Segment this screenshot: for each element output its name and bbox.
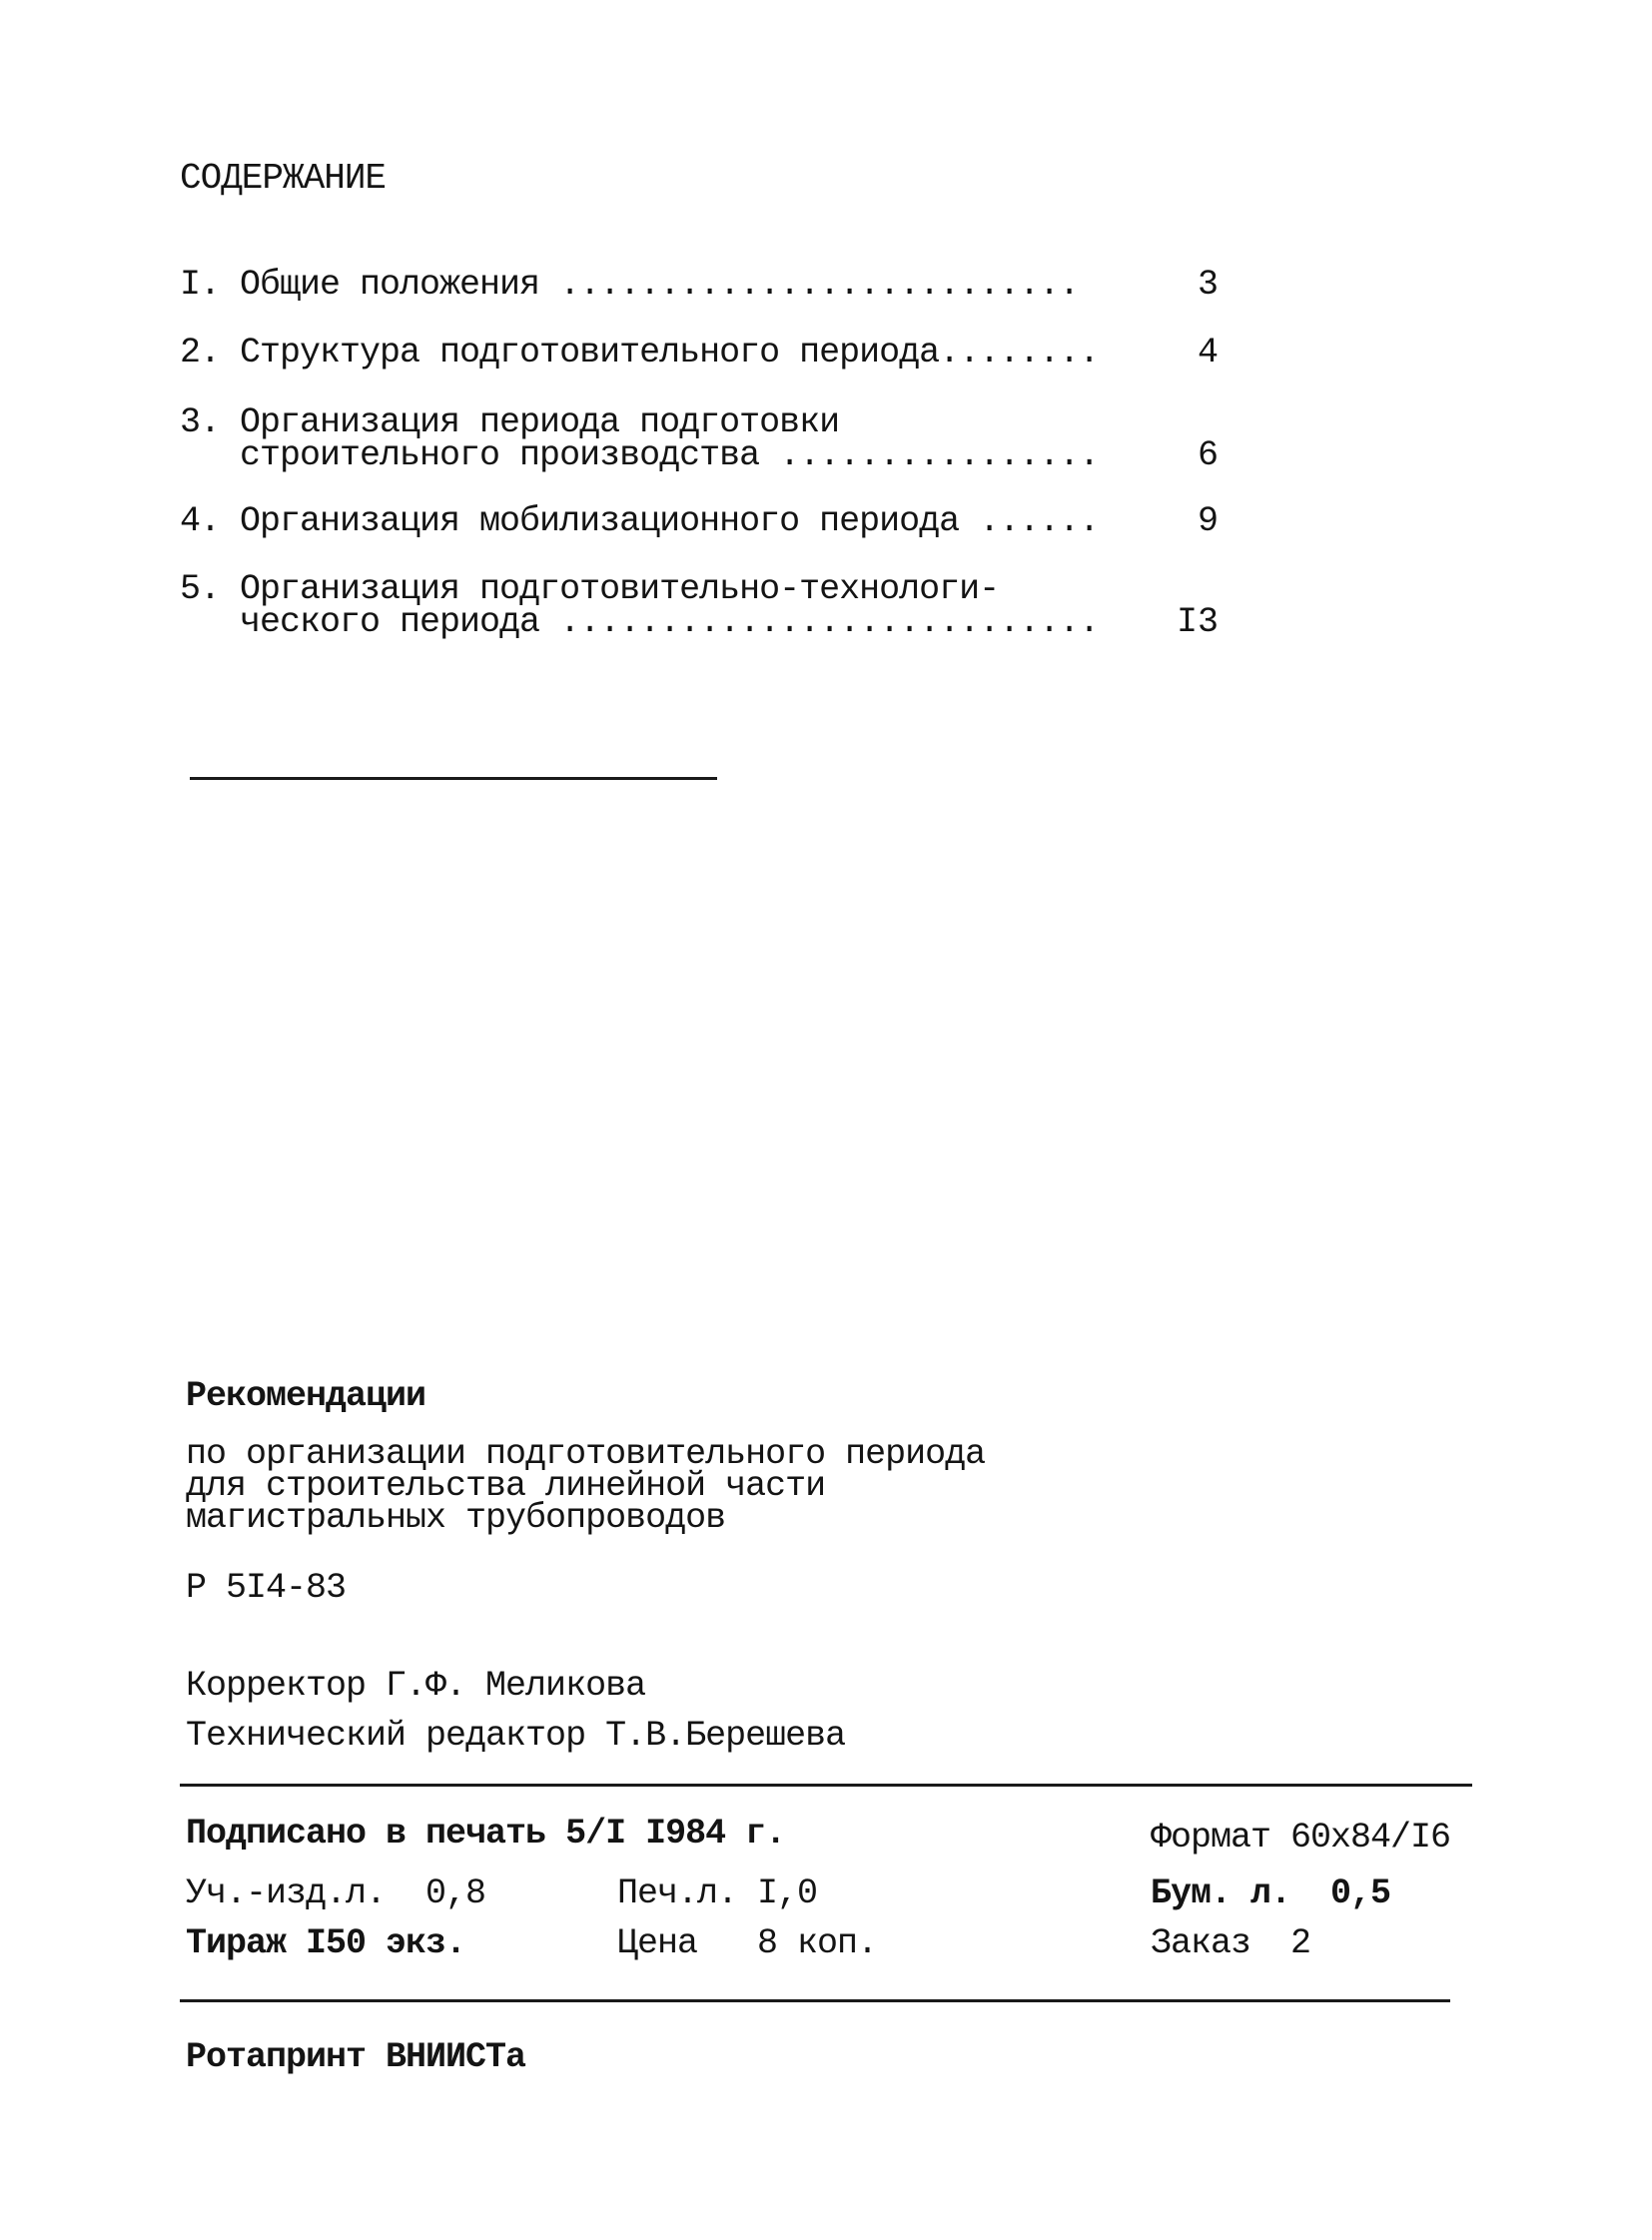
toc-item-1-line-1: I. Общие положения .......................... bbox=[180, 265, 1080, 305]
paper-sheets: Бум. л. 0,5 bbox=[1151, 1873, 1391, 1913]
print-run: Тираж I50 экз. bbox=[186, 1923, 466, 1963]
toc-item-4-line-1: 4. Организация мобилизационного периода ...... bbox=[180, 501, 1100, 541]
short-divider bbox=[190, 777, 717, 780]
corrector-line: Корректор Г.Ф. Меликова bbox=[186, 1666, 646, 1706]
toc-item-5-page: I3 bbox=[1176, 602, 1219, 642]
price: Цена 8 коп. bbox=[617, 1923, 878, 1963]
publication-subtitle-line-3: магистральных трубопроводов bbox=[186, 1498, 726, 1538]
toc-item-3-page: 6 bbox=[1197, 435, 1219, 475]
publication-title: Рекомендации bbox=[186, 1376, 426, 1416]
paper-format: Формат 60х84/I6 bbox=[1151, 1818, 1451, 1858]
imprint-top-rule bbox=[180, 1784, 1472, 1787]
printer-name: Ротапринт ВНИИСТа bbox=[186, 2037, 526, 2077]
toc-item-5-line-1: 5. Организация подготовительно-технологи- bbox=[180, 569, 1000, 609]
uch-izd-sheets: Уч.-изд.л. 0,8 bbox=[186, 1873, 486, 1913]
printed-sheets: Печ.л. I,0 bbox=[617, 1873, 818, 1913]
publication-code: Р 5I4-83 bbox=[186, 1568, 347, 1608]
order-number: Заказ 2 bbox=[1151, 1923, 1311, 1963]
toc-item-5-line-2: ческого периода ........................... bbox=[180, 602, 1100, 642]
toc-item-4-page: 9 bbox=[1197, 501, 1219, 541]
toc-item-3-line-2: строительного производства ................ bbox=[180, 435, 1100, 475]
toc-item-2-line-1: 2. Структура подготовительного периода........ bbox=[180, 333, 1100, 373]
imprint-bottom-rule bbox=[180, 1999, 1450, 2002]
publication-subtitle-line-2: для строительства линейной части bbox=[186, 1466, 826, 1506]
tech-editor-line: Технический редактор Т.В.Берешева bbox=[186, 1716, 846, 1756]
toc-item-2-page: 4 bbox=[1197, 333, 1219, 373]
toc-item-3-line-1: 3. Организация периода подготовки bbox=[180, 402, 840, 442]
signed-for-print: Подписано в печать 5/I I984 г. bbox=[186, 1814, 786, 1854]
toc-item-1-page: 3 bbox=[1197, 265, 1219, 305]
publication-subtitle-line-1: по организации подготовительного периода bbox=[186, 1434, 986, 1474]
contents-heading: СОДЕРЖАНИЕ bbox=[180, 158, 387, 199]
